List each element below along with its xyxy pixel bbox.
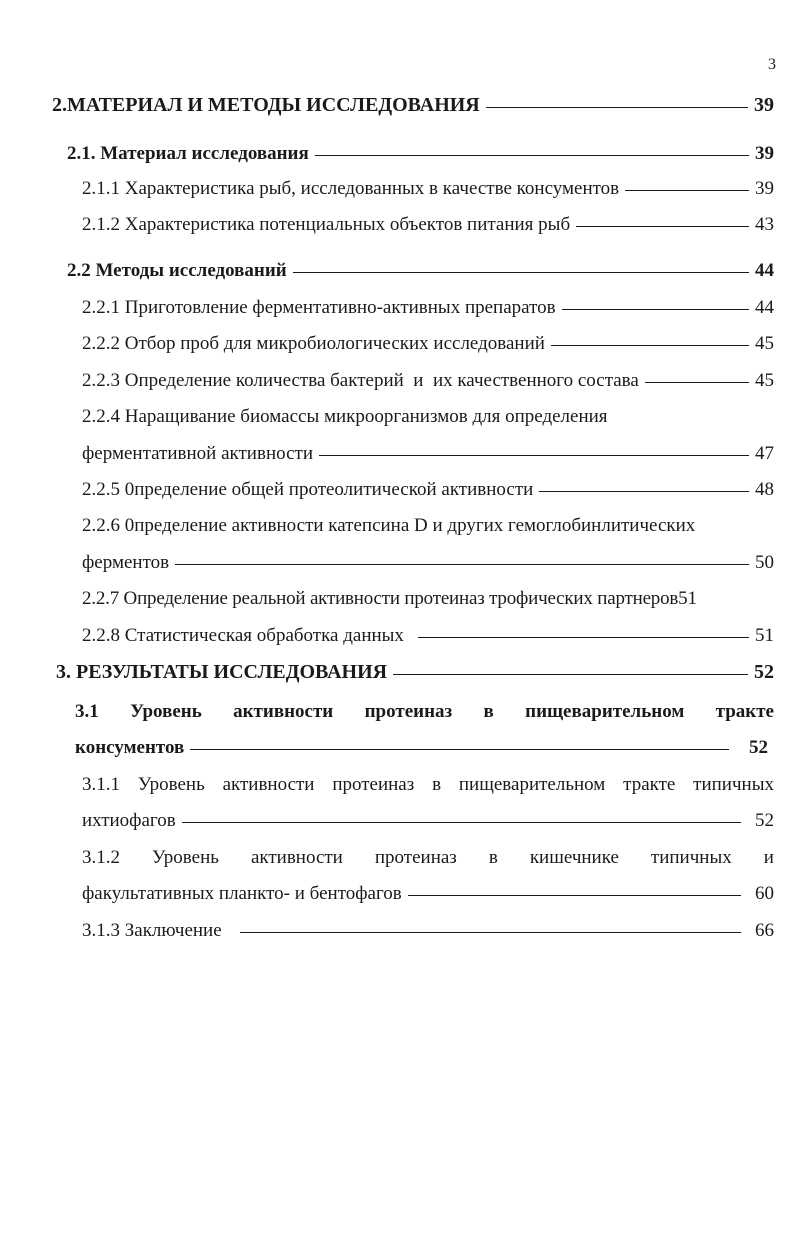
toc-leader-line xyxy=(240,932,741,933)
toc-entry-label: ферментов xyxy=(82,552,170,573)
toc-entry-label: 3. РЕЗУЛЬТАТЫ ИССЛЕДОВАНИЯ xyxy=(56,661,388,683)
toc-entry-3-1-1-line1[interactable] xyxy=(82,773,774,797)
toc-entry-page: 47 xyxy=(755,443,774,464)
toc-word: 3.1 xyxy=(75,701,99,722)
toc-leader-line xyxy=(182,822,741,823)
toc-entry-2-2-5[interactable] xyxy=(82,478,774,502)
toc-entry-3-1-1[interactable] xyxy=(82,809,774,833)
toc-entry-page: 44 xyxy=(755,297,774,318)
toc-entry-page: 66 xyxy=(755,920,774,941)
toc-word: активности xyxy=(250,847,343,868)
toc-leader-line xyxy=(418,637,749,638)
toc-entry-label: 2.2 Методы исследований xyxy=(67,260,287,281)
toc-entry-label: 2.1.2 Характеристика потенциальных объектов питания рыб xyxy=(82,214,571,235)
toc-entry-2-2-8[interactable] xyxy=(82,624,774,648)
toc-entry-page: 39 xyxy=(754,94,774,116)
toc-entry-label: ихтиофагов xyxy=(82,810,176,831)
toc-word: Уровень xyxy=(137,774,205,795)
toc-word: в xyxy=(432,774,442,795)
toc-entry-2-2-4[interactable] xyxy=(82,442,774,466)
toc-entry-page: 44 xyxy=(755,260,774,281)
toc-entry-2-2[interactable] xyxy=(67,259,774,283)
toc-word: кишечнике xyxy=(529,847,619,868)
toc-entry-label: 2.1. Материал исследования xyxy=(67,143,309,164)
toc-leader-line xyxy=(315,155,749,156)
toc-leader-line xyxy=(576,226,749,227)
toc-word: типичных xyxy=(650,847,732,868)
toc-entry-3-1-2[interactable] xyxy=(82,882,774,906)
toc-entry-label: 3.1.3 Заключение xyxy=(82,920,222,941)
toc-entry-page: 45 xyxy=(755,333,774,354)
toc-entry-page: 48 xyxy=(755,479,774,500)
toc-leader-line xyxy=(551,345,749,346)
toc-entry-3-1-line1[interactable] xyxy=(75,700,774,724)
toc-leader-line xyxy=(562,309,749,310)
toc-entry-label: 2.2.3 Определение количества бактерий и их качественного состава xyxy=(82,370,639,391)
toc-entry-chapter-3[interactable] xyxy=(56,660,774,684)
toc-entry-2-2-6-line1[interactable]: 2.2.6 0пределение активности катепсина D и других гемоглобинлитических xyxy=(82,515,696,536)
toc-leader-line xyxy=(293,272,749,273)
toc-entry-chapter-2[interactable] xyxy=(52,93,774,117)
toc-word: пищеварительном xyxy=(458,774,606,795)
toc-leader-line xyxy=(319,455,749,456)
toc-word: 3.1.1 xyxy=(82,774,120,795)
toc-word: пищеварительном xyxy=(525,701,685,722)
toc-word: и xyxy=(763,847,774,868)
toc-entry-label: 2.2.1 Приготовление ферментативно-активных препаратов xyxy=(82,297,556,318)
toc-leader-line xyxy=(486,107,748,108)
toc-entry-label: факультативных планкто- и бентофагов xyxy=(82,883,402,904)
toc-entry-page: 52 xyxy=(755,810,774,831)
toc-entry-label: 2.МАТЕРИАЛ И МЕТОДЫ ИССЛЕДОВАНИЯ xyxy=(52,94,480,116)
toc-entry-3-1-2-line1[interactable] xyxy=(82,846,774,870)
toc-entry-page: 52 xyxy=(754,661,774,683)
toc-word: протеиназ xyxy=(364,701,453,722)
toc-entry-2-2-3[interactable] xyxy=(82,369,774,393)
toc-entry-2-1-2[interactable] xyxy=(82,213,774,237)
toc-entry-2-2-2[interactable] xyxy=(82,332,774,356)
toc-entry-label: консументов xyxy=(75,737,185,758)
toc-word: протеиназ xyxy=(332,774,415,795)
toc-entry-page: 39 xyxy=(755,178,774,199)
toc-entry-label: ферментативной активности xyxy=(82,443,313,464)
toc-word: Уровень xyxy=(152,847,219,868)
toc-word: протеиназ xyxy=(374,847,457,868)
toc-word: тракте xyxy=(715,701,774,722)
toc-word: 3.1.2 xyxy=(82,847,120,868)
toc-leader-line xyxy=(539,491,749,492)
toc-entry-page: 39 xyxy=(755,143,774,164)
toc-entry-label: 2.2.2 Отбор проб для микробиологических исследований xyxy=(82,333,545,354)
toc-word: Уровень xyxy=(130,701,202,722)
toc-word: в xyxy=(483,701,494,722)
toc-entry-3-1-3[interactable] xyxy=(82,919,774,943)
toc-word: активности xyxy=(233,701,334,722)
toc-leader-line xyxy=(175,564,749,565)
toc-leader-line xyxy=(190,749,729,750)
toc-entry-2-1-1[interactable] xyxy=(82,177,774,201)
toc-word: активности xyxy=(222,774,315,795)
page-number: 3 xyxy=(768,56,776,73)
toc-word: в xyxy=(488,847,498,868)
toc-leader-line xyxy=(393,674,748,675)
toc-entry-page: 45 xyxy=(755,370,774,391)
toc-entry-2-2-4-line1[interactable]: 2.2.4 Наращивание биомассы микроорганизмов для определения xyxy=(82,406,608,427)
toc-leader-line xyxy=(645,382,749,383)
toc-entry-page: 60 xyxy=(755,883,774,904)
toc-word: типичных xyxy=(693,774,774,795)
toc-word: тракте xyxy=(623,774,676,795)
toc-entry-page: 43 xyxy=(755,214,774,235)
toc-entry-2-2-7[interactable]: 2.2.7 Определение реальной активности протеиназ трофических партнеров51 xyxy=(82,588,697,609)
toc-entry-label: 2.2.5 0пределение общей протеолитической активности xyxy=(82,479,534,500)
toc-entry-label: 2.1.1 Характеристика рыб, исследованных в качестве консументов xyxy=(82,178,620,199)
toc-leader-line xyxy=(625,190,749,191)
toc-entry-3-1[interactable] xyxy=(75,736,768,760)
toc-entry-2-2-6[interactable] xyxy=(82,551,774,575)
toc-entry-2-1[interactable] xyxy=(67,142,774,166)
toc-entry-page: 52 xyxy=(749,737,768,758)
toc-entry-page: 50 xyxy=(755,552,774,573)
toc-entry-page: 51 xyxy=(755,625,774,646)
toc-entry-2-2-1[interactable] xyxy=(82,296,774,320)
toc-entry-label: 2.2.8 Статистическая обработка данных xyxy=(82,625,404,646)
toc-leader-line xyxy=(408,895,741,896)
